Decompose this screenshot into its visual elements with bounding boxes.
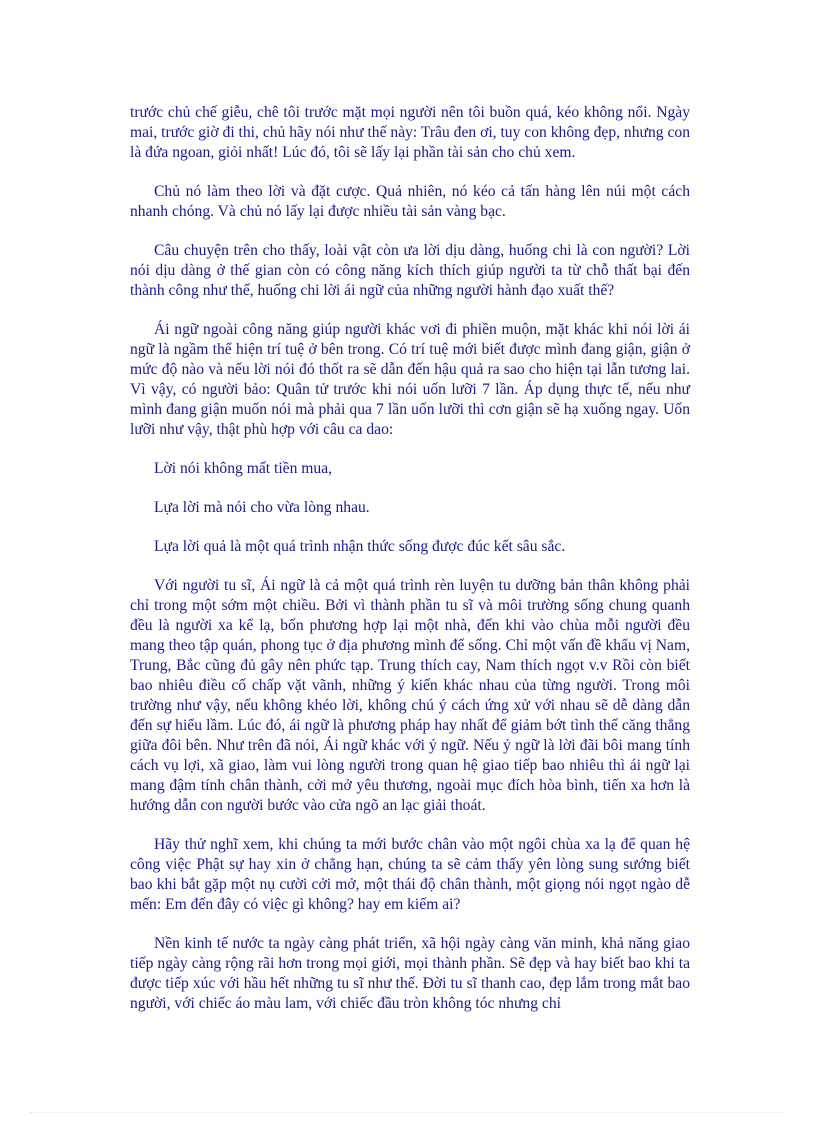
paragraph-story-end: trước chủ chế giễu, chê tôi trước mặt mọi người nên tôi buồn quá, kéo không nổi. Ngày mai, trước giờ đi thi, chủ hãy nói như thế này: Trâu đen ơi, tuy con không đẹp, nhưng con là đứa ngoan, giỏi nhất! Lúc đó, tôi sẽ lấy lại phần tài sản cho chủ xem.: [130, 104, 690, 161]
paragraph-monastic-life: Với người tu sĩ, Ái ngữ là cả một quá trình rèn luyện tu dưỡng bản thân không phải chỉ trong một sớm một chiều. Bởi vì thành phần tu sĩ và môi trường sống chung quanh đều là người xa kể lạ, bốn phương hợp lại một nhà, đến khi vào chùa mỗi người đều mang theo tập quán, phong tục ở địa phương mình để sống. Chỉ một vấn đề khẩu vị Nam, Trung, Bắc cũng đủ gây nên phức tạp. Trung thích cay, Nam thích ngọt v.v Rồi còn biết bao nhiêu điều cố chấp vặt vãnh, những ý kiến khác nhau của từng người. Trong môi trường như vậy, nếu không khéo lời, không chú ý cách ứng xử với nhau sẽ dễ dàng dẫn đến sự hiểu lầm. Lúc đó, ái ngữ là phương pháp hay nhất để giảm bớt tình thế căng thẳng giữa đôi bên. Như trên đã nói, Ái ngữ khác với ỷ ngữ. Nếu ỷ ngữ là lời đãi bôi mang tính cách vụ lợi, xã giao, làm vui lòng người trong quan hệ giao tiếp bao nhiêu thì ái ngữ lại mang đậm tính chân thành, cởi mở yêu thương, ngoài mục đích hòa bình, tiến xa hơn là hướng dẫn con người bước vào cửa ngõ an lạc giải thoát.: [130, 577, 690, 814]
page-bottom-divider: [30, 1112, 786, 1113]
paragraph-outcome: Chủ nó làm theo lời và đặt cược. Quả nhiên, nó kéo cả tấn hàng lên núi một cách nhanh chóng. Và chủ nó lấy lại được nhiều tài sản vàng bạc.: [130, 183, 690, 220]
paragraph-society: Nền kinh tế nước ta ngày càng phát triển, xã hội ngày càng văn minh, khả năng giao tiếp ngày càng rộng rãi hơn trong mọi giới, mọi thành phần. Sẽ đẹp và hay biết bao khi ta được tiếp xúc với hầu hết những tu sĩ như thế. Đời tu sĩ thanh cao, đẹp lắm trong mắt bao người, với chiếc áo màu lam, với chiếc đầu tròn không tóc nhưng chỉ: [130, 935, 690, 1012]
paragraph-lesson: Câu chuyện trên cho thấy, loài vật còn ưa lời dịu dàng, huống chi là con người? Lời nói dịu dàng ở thế gian còn có công năng kích thích giúp người ta từ chỗ thất bại đến thành công như thế, huống chi lời ái ngữ của những người hành đạo xuất thế?: [130, 242, 690, 299]
verse-commentary: Lựa lời quả là một quá trình nhận thức sống được đúc kết sâu sắc.: [154, 538, 566, 555]
document-page: [130, 103, 690, 1033]
verse-line-2: Lựa lời mà nói cho vừa lòng nhau.: [154, 499, 370, 516]
paragraph-ai-ngu-wisdom: Ái ngữ ngoài công năng giúp người khác vơi đi phiền muộn, mặt khác khi nói lời ái ngữ là ngầm thể hiện trí tuệ ở bên trong. Có trí tuệ mới biết được mình đang giận, giận ở mức độ nào và nếu lời nói đó thốt ra sẽ dẫn đến hậu quả ra sao cho hiện tại lẫn tương lai. Vì vậy, có người bảo: Quân tử trước khi nói uốn lưỡi 7 lần. Áp dụng thực tế, nếu như mình đang giận muốn nói mà phải qua 7 lần uốn lưỡi thì cơn giận sẽ hạ xuống ngay. Uốn lưỡi như vậy, thật phù hợp với câu ca dao:: [130, 321, 690, 438]
verse-line-1: Lời nói không mất tiền mua,: [154, 460, 333, 477]
paragraph-temple-visit: Hãy thử nghĩ xem, khi chúng ta mới bước chân vào một ngôi chùa xa lạ để quan hệ công việc Phật sự hay xin ở chẳng hạn, chúng ta sẽ cảm thấy yên lòng sung sướng biết bao khi bắt gặp một nụ cười cởi mở, một thái độ chân thành, một giọng nói ngọt ngào dễ mến: Em đến đây có việc gì không? hay em kiếm ai?: [130, 836, 690, 913]
